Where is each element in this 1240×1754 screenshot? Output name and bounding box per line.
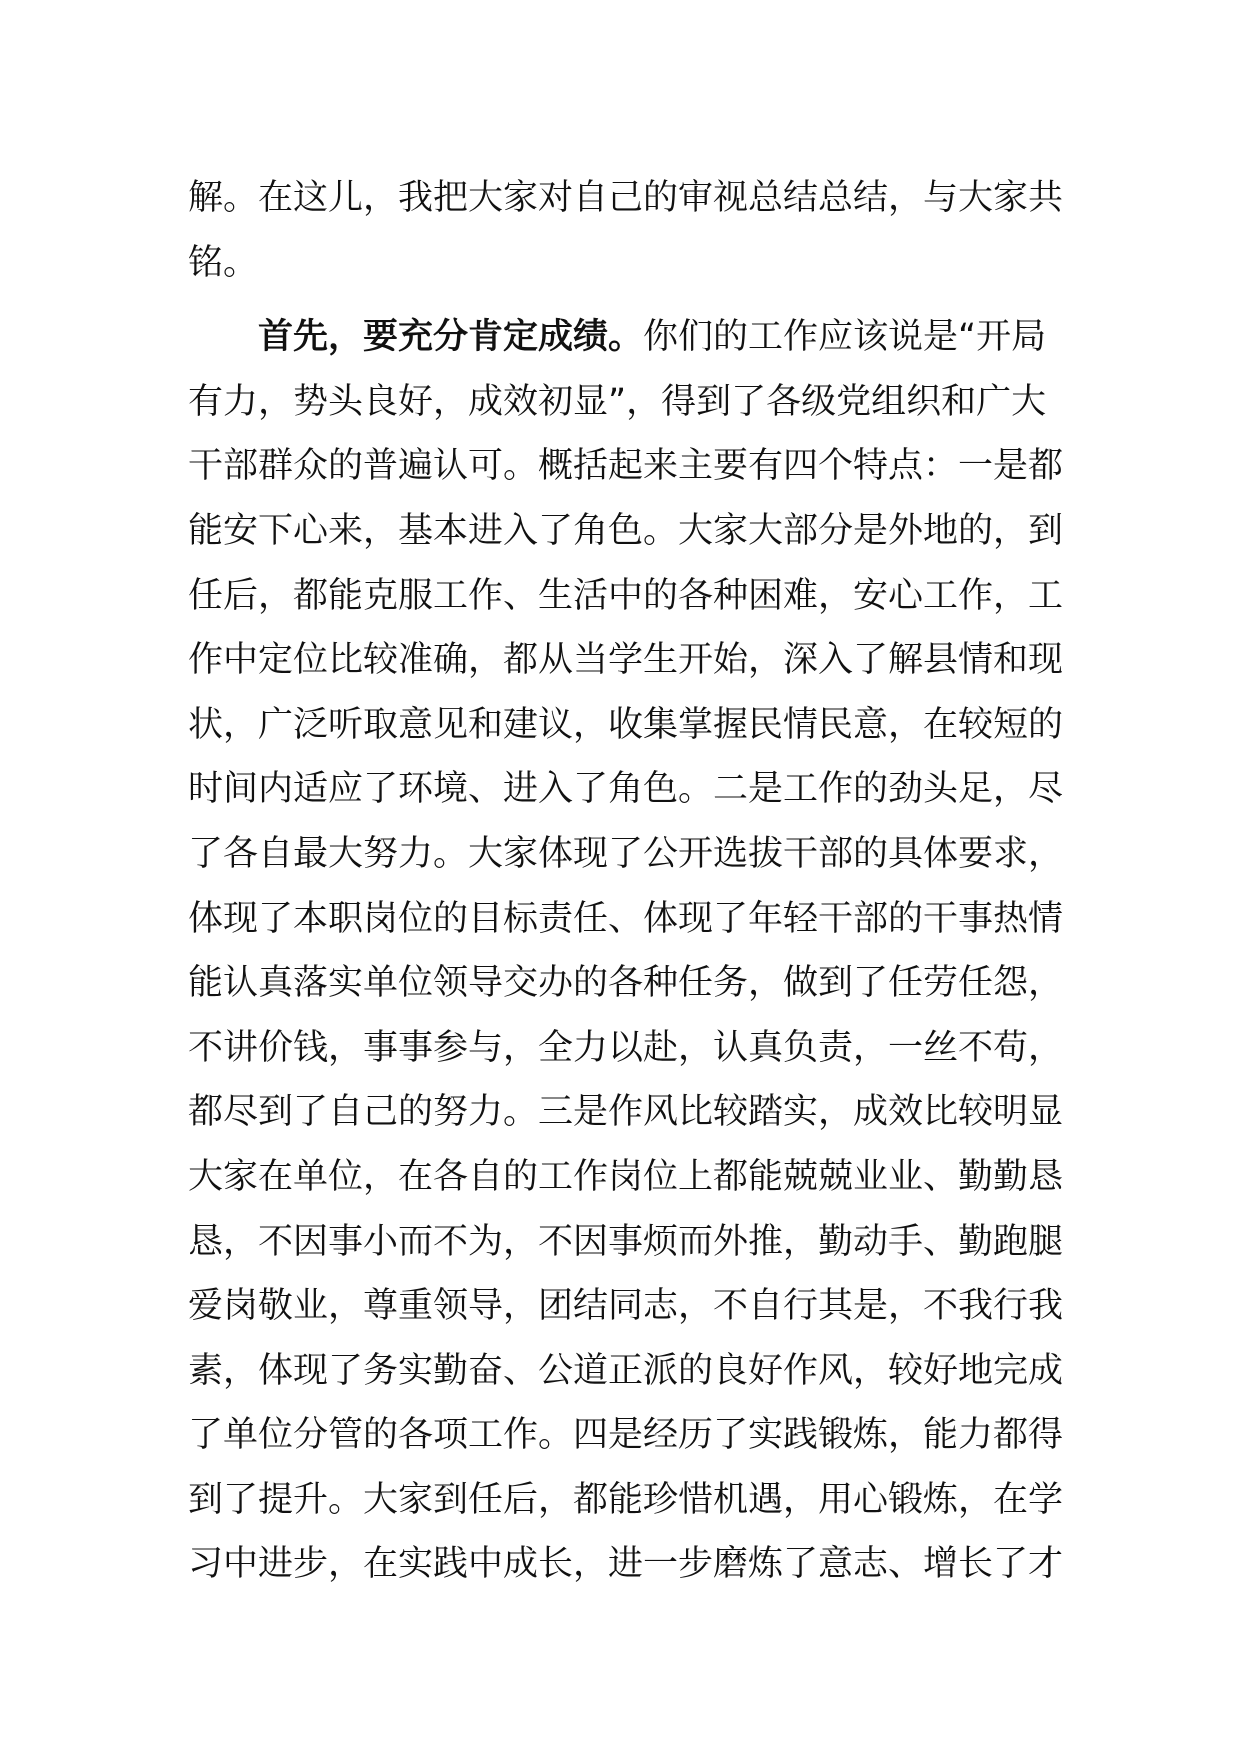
text-line: 素，体现了务实勤奋、公道正派的良好作风，较好地完成 [188, 1350, 1064, 1391]
paragraph-2 [188, 305, 1068, 1597]
text-line: 到了提升。大家到任后，都能珍惜机遇，用心锻炼，在学 [188, 1479, 1064, 1520]
text-line: 都尽到了自己的努力。三是作风比较踏实，成效比较明显 [188, 1092, 1064, 1133]
text-line: 了各自最大努力。大家体现了公开选拔干部的具体要求， [188, 833, 1064, 874]
text-line: 能认真落实单位领导交办的各种任务，做到了任劳任怨， [188, 963, 1064, 1004]
text-line: 作中定位比较准确，都从当学生开始，深入了解县情和现 [188, 640, 1064, 681]
text-line: 解。在这儿，我把大家对自己的审视总结总结，与大家共 [188, 178, 1064, 218]
text-line: 体现了本职岗位的目标责任、体现了年轻干部的干事热情 [188, 898, 1064, 939]
text-line: 状，广泛听取意见和建议，收集掌握民情民意，在较短的 [188, 704, 1064, 745]
text-line: 不讲价钱，事事参与，全力以赴，认真负责，一丝不苟， [188, 1027, 1064, 1068]
paragraph-first-line [188, 305, 1068, 370]
text-line: 任后，都能克服工作、生活中的各种困难，安心工作，工 [188, 575, 1064, 616]
text-line: 了单位分管的各项工作。四是经历了实践锻炼，能力都得 [188, 1415, 1064, 1456]
text-line: 有力，势头良好，成效初显”，得到了各级党组织和广大 [188, 381, 1047, 422]
text-line: 时间内适应了环境、进入了角色。二是工作的劲头足，尽 [188, 769, 1064, 810]
text-line: 爱岗敬业，尊重领导，团结同志，不自行其是，不我行我 [188, 1286, 1064, 1327]
bold-heading-phrase: 首先，要充分肯定成绩。 [258, 317, 644, 358]
text-run: 你们的工作应该说是“开局 [643, 317, 1047, 358]
text-line: 能安下心来，基本进入了角色。大家大部分是外地的，到 [188, 510, 1064, 551]
text-line: 习中进步，在实践中成长，进一步磨炼了意志、增长了才 [188, 1544, 1064, 1585]
text-line: 恳，不因事小而不为，不因事烦而外推，勤动手、勤跑腿 [188, 1221, 1064, 1262]
body-text [188, 166, 1068, 1597]
text-line: 干部群众的普遍认可。概括起来主要有四个特点：一是都 [188, 446, 1064, 487]
text-line: 铭。 [188, 242, 259, 283]
text-line: 大家在单位，在各自的工作岗位上都能兢兢业业、勤勤恳 [188, 1156, 1064, 1197]
paragraph-1 [188, 166, 1068, 295]
